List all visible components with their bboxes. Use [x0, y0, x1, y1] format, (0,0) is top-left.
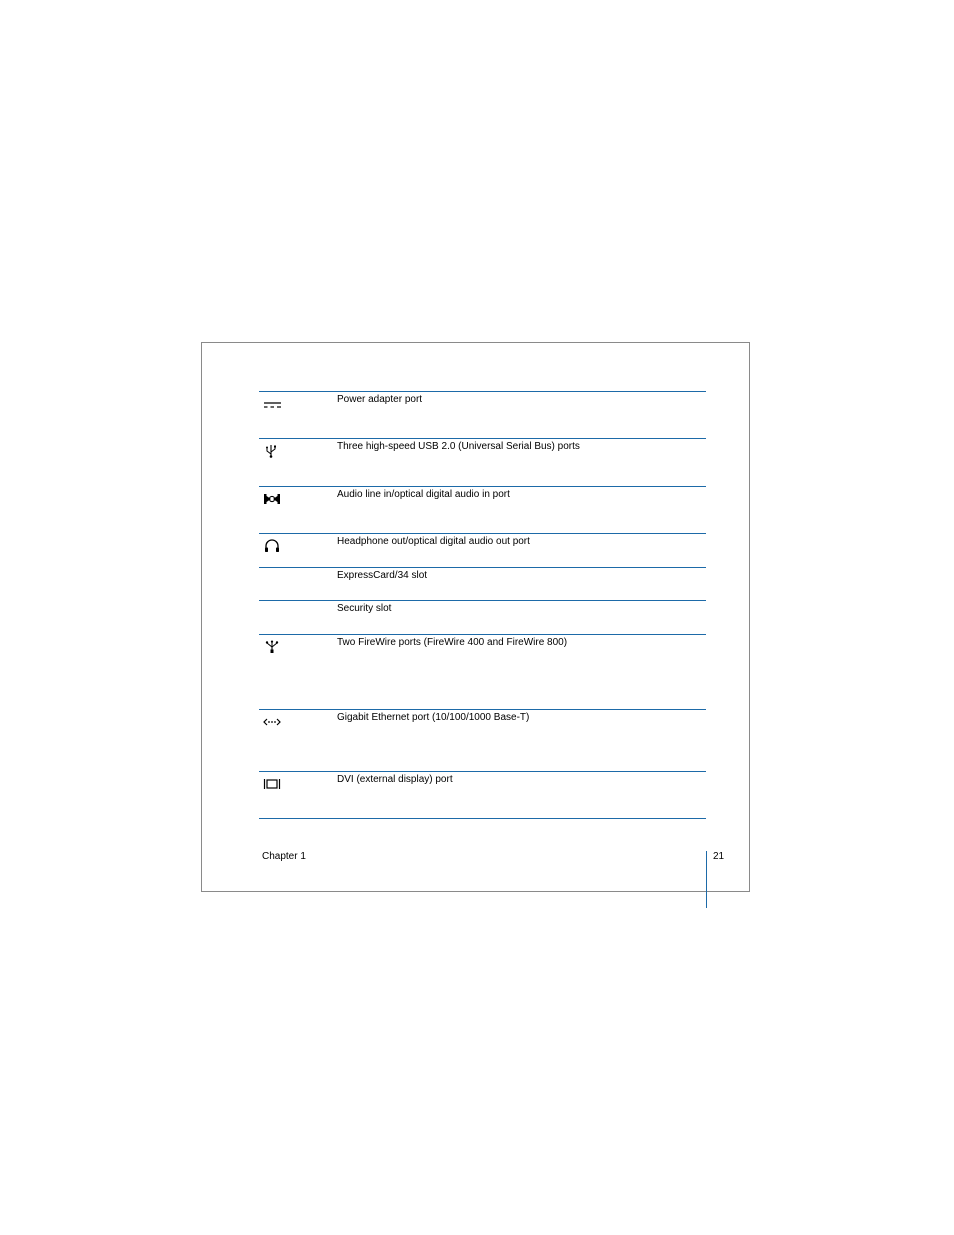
port-row-security: [259, 600, 706, 634]
port-label: Three high-speed USB 2.0 (Universal Serial Bus) ports: [337, 441, 580, 452]
port-row-firewire: [259, 634, 706, 709]
firewire-icon: [263, 640, 281, 654]
port-row-dvi: [259, 771, 706, 819]
port-label: Two FireWire ports (FireWire 400 and FireWire 800): [337, 637, 568, 648]
port-label: Power adapter port: [337, 394, 423, 405]
port-row-headphone: [259, 533, 706, 567]
port-label: ExpressCard/34 slot: [337, 570, 428, 581]
port-label: Gigabit Ethernet port (10/100/1000 Base-T): [337, 712, 530, 723]
port-row-expresscard: [259, 567, 706, 600]
port-row-audio-in: [259, 486, 706, 533]
ports-table: [259, 391, 706, 819]
port-row-power: [259, 391, 706, 438]
power-adapter-icon: [263, 397, 281, 411]
footer-divider: [706, 851, 707, 908]
audio-line-in-icon: [263, 492, 281, 506]
port-row-usb: [259, 438, 706, 486]
port-label: Security slot: [337, 603, 392, 614]
port-label: DVI (external display) port: [337, 774, 453, 785]
dvi-display-icon: [263, 777, 281, 791]
port-label: Headphone out/optical digital audio out port: [337, 536, 530, 547]
usb-icon: [263, 444, 281, 458]
ethernet-icon: [263, 715, 281, 729]
port-row-ethernet: [259, 709, 706, 771]
headphone-icon: [263, 539, 281, 553]
port-label: Audio line in/optical digital audio in port: [337, 489, 510, 500]
footer-chapter: Chapter 1: [262, 851, 306, 862]
page-number: 21: [713, 851, 725, 862]
